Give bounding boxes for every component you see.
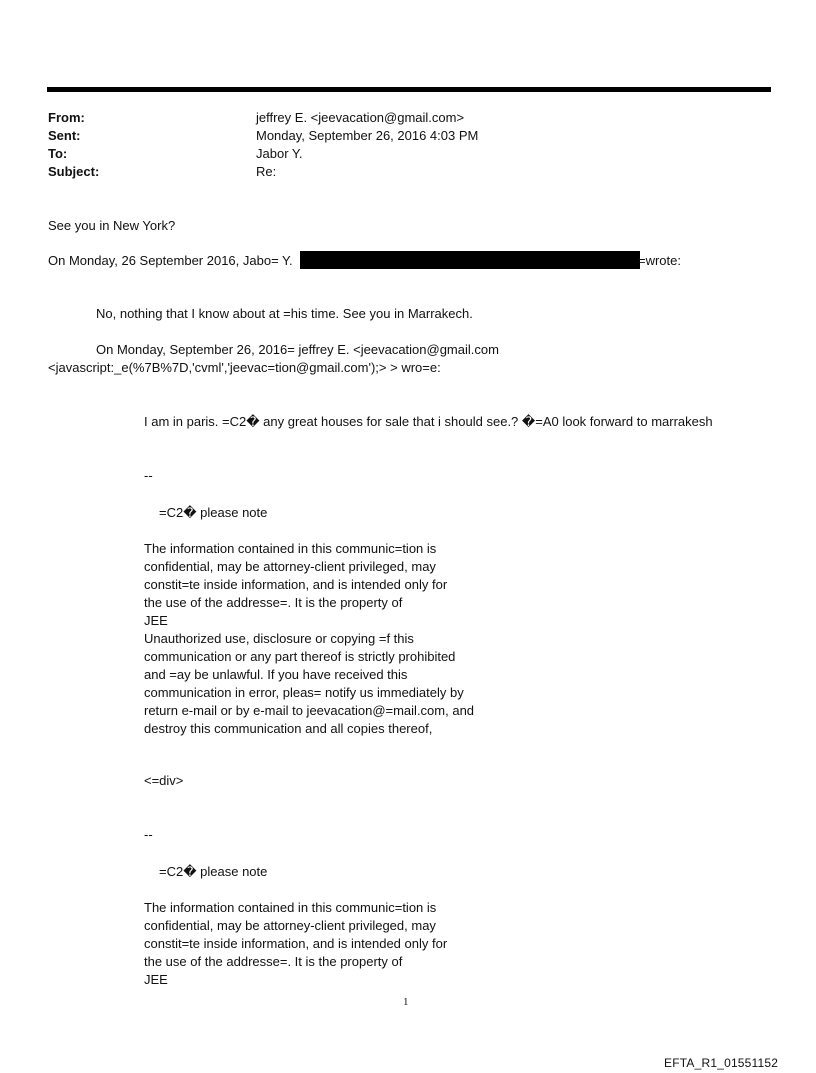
from-label: From:: [48, 110, 85, 125]
sent-value: Monday, September 26, 2016 4:03 PM: [256, 128, 479, 143]
disclaimer-line: The information contained in this communic=tion is: [144, 541, 437, 556]
disclaimer-line: confidential, may be attorney-client privileged, may: [144, 918, 436, 933]
disclaimer-line: constit=te inside information, and is intended only for: [144, 577, 448, 592]
disclaimer-line: communication or any part thereof is strictly prohibited: [144, 649, 456, 664]
subject-label: Subject:: [48, 164, 100, 179]
from-value: jeffrey E. <jeevacation@gmail.com>: [256, 110, 465, 125]
quote-intro-start: On Monday, 26 September 2016, Jabo= Y.: [48, 253, 293, 268]
paris-line: I am in paris. =C2� any great houses for sale that i should see.? �=A0 look forward to marrakesh: [144, 414, 713, 429]
quote-intro-end: =wrote:: [638, 253, 681, 268]
sig1-disclaimer: [144, 540, 504, 738]
disclaimer-line: destroy this communication and all copies thereof,: [144, 721, 433, 736]
disclaimer-line: Unauthorized use, disclosure or copying =f this: [144, 631, 414, 646]
sig1-note: =C2� please note: [159, 505, 268, 520]
disclaimer-line: and =ay be unlawful. If you have received this: [144, 667, 408, 682]
disclaimer-line: confidential, may be attorney-client privileged, may: [144, 559, 436, 574]
page-number: 1: [403, 996, 409, 1008]
header-rule: [47, 87, 771, 92]
reply-line: No, nothing that I know about at =his time. See you in Marrakech.: [96, 306, 473, 321]
disclaimer-line: return e-mail or by e-mail to jeevacation@=mail.com, and: [144, 703, 475, 718]
quote2-line2: <javascript:_e(%7B%7D,'cvml','jeevac=tion@gmail.com');> > wro=e:: [48, 360, 441, 375]
disclaimer-line: the use of the addresse=. It is the property of: [144, 595, 403, 610]
disclaimer-line: constit=te inside information, and is intended only for: [144, 936, 448, 951]
redaction-bar: [300, 251, 640, 269]
quote2-line1: On Monday, September 26, 2016= jeffrey E. <jeevacation@gmail.com: [96, 342, 499, 357]
disclaimer-line: communication in error, pleas= notify us immediately by: [144, 685, 464, 700]
subject-value: Re:: [256, 164, 277, 179]
sig2-dash: --: [144, 827, 153, 842]
to-label: To:: [48, 146, 68, 161]
sig2-note: =C2� please note: [159, 864, 268, 879]
disclaimer-line: The information contained in this communic=tion is: [144, 900, 437, 915]
disclaimer-line: JEE: [144, 972, 168, 987]
div-tag-line: <=div>: [144, 773, 184, 788]
disclaimer-line: the use of the addresse=. It is the property of: [144, 954, 403, 969]
sent-label: Sent:: [48, 128, 81, 143]
greeting-line: See you in New York?: [48, 218, 176, 233]
sig2-disclaimer: [144, 899, 504, 989]
sig1-dash: --: [144, 468, 153, 483]
disclaimer-line: JEE: [144, 613, 168, 628]
to-value: Jabor Y.: [256, 146, 303, 161]
document-id: EFTA_R1_01551152: [664, 1056, 779, 1070]
